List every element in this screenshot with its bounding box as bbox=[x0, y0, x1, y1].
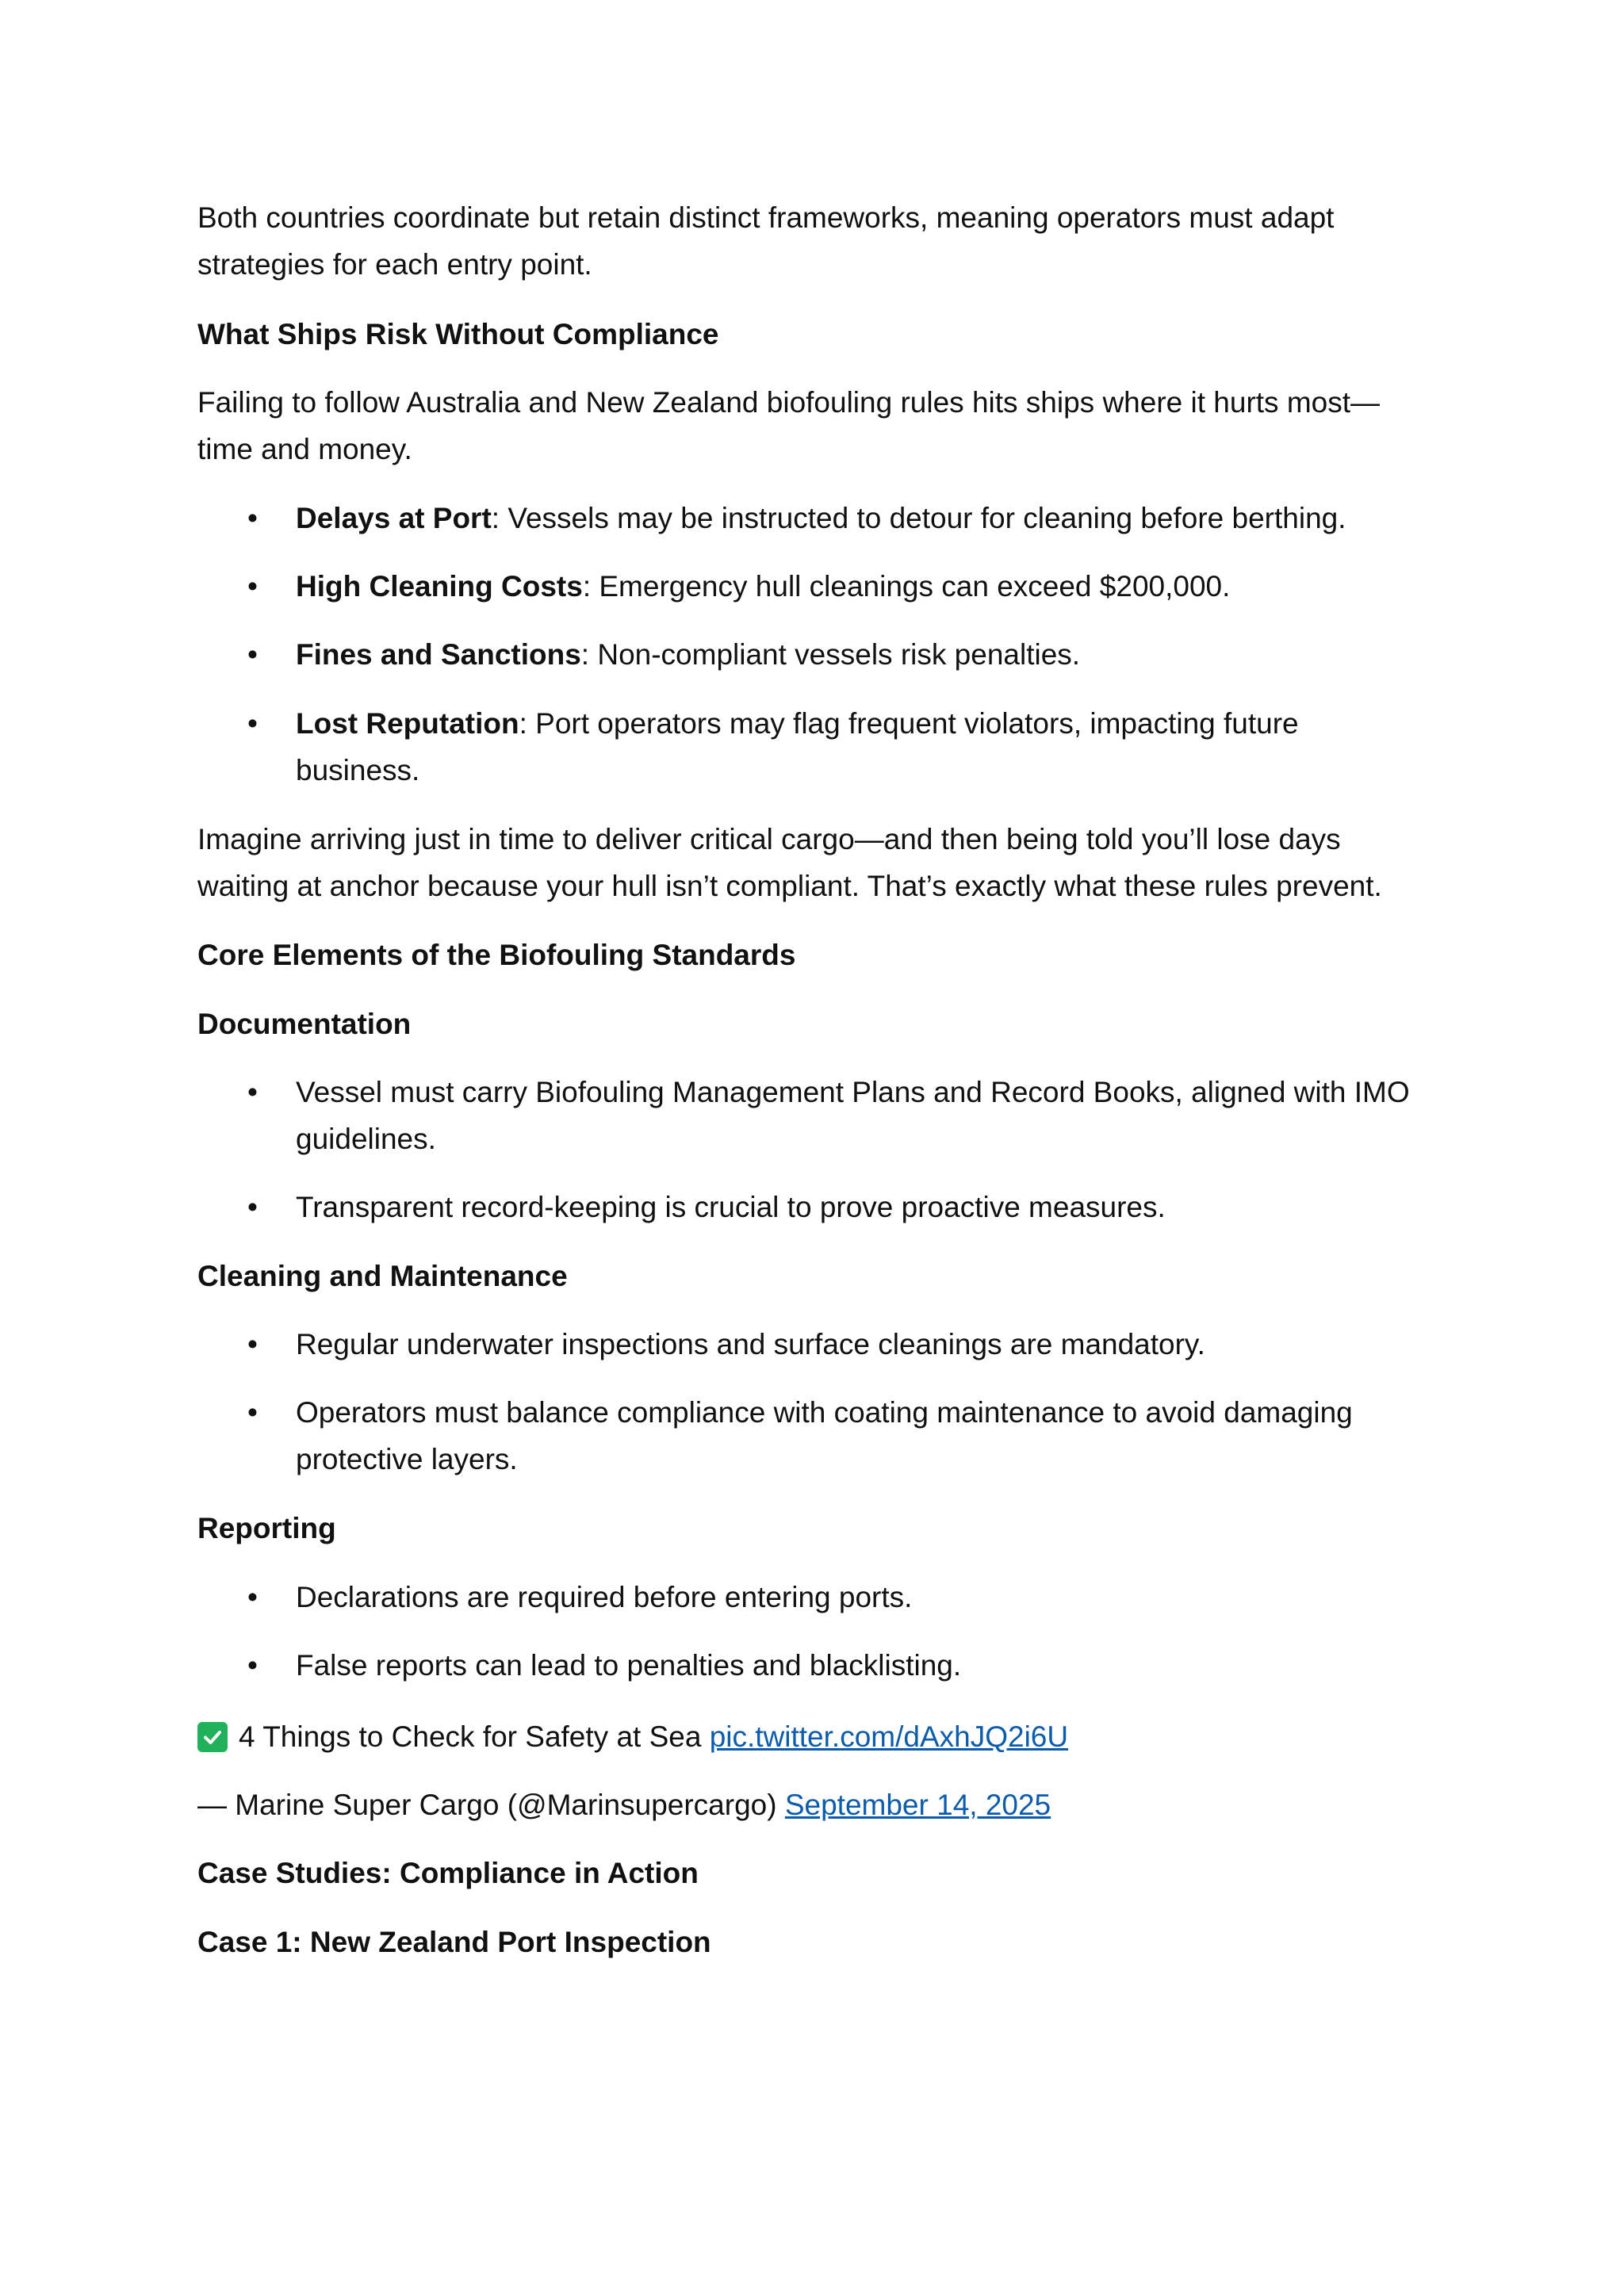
bullet-icon: • bbox=[247, 638, 258, 671]
bullet-icon: • bbox=[247, 1191, 258, 1223]
intro-paragraph: Both countries coordinate but retain distinct frameworks, meaning operators must adapt strategies for each entry point. bbox=[197, 201, 1335, 281]
list-item: Lost Reputation: Port operators may flag frequent violators, impacting future business. bbox=[296, 707, 1299, 786]
bullet-icon: • bbox=[247, 570, 258, 603]
tweet-image-link[interactable]: pic.twitter.com/dAxhJQ2i6U bbox=[709, 1720, 1069, 1753]
closing-paragraph: Imagine arriving just in time to deliver critical cargo—and then being told you’ll lose days waiting at anchor because your hull isn’t compliant. That’s exactly what these rules prevent. bbox=[197, 823, 1382, 902]
list-item: Declarations are required before entering ports. bbox=[296, 1581, 913, 1613]
case-studies-heading: Case Studies: Compliance in Action bbox=[197, 1857, 699, 1889]
risk-heading: What Ships Risk Without Compliance bbox=[197, 318, 719, 350]
list-item: Transparent record-keeping is crucial to prove proactive measures. bbox=[296, 1191, 1166, 1223]
reporting-heading: Reporting bbox=[197, 1512, 336, 1544]
tweet-attribution: — Marine Super Cargo (@Marinsupercargo) September 14, 2025 bbox=[197, 1789, 1051, 1821]
bullet-icon: • bbox=[247, 707, 258, 740]
core-heading: Core Elements of the Biofouling Standards bbox=[197, 939, 796, 971]
list-item: Regular underwater inspections and surface cleanings are mandatory. bbox=[296, 1328, 1205, 1360]
documentation-heading: Documentation bbox=[197, 1008, 412, 1040]
check-mark-button-icon bbox=[197, 1722, 228, 1752]
list-item: Operators must balance compliance with coating maintenance to avoid damaging protective layers. bbox=[296, 1396, 1353, 1475]
bullet-icon: • bbox=[247, 502, 258, 534]
list-item: Vessel must carry Biofouling Management Plans and Record Books, aligned with IMO guidelines. bbox=[296, 1076, 1410, 1155]
case1-heading: Case 1: New Zealand Port Inspection bbox=[197, 1926, 711, 1958]
tweet-line: 4 Things to Check for Safety at Sea pic.twitter.com/dAxhJQ2i6U bbox=[197, 1713, 1434, 1760]
bullet-icon: • bbox=[247, 1076, 258, 1108]
cleaning-heading: Cleaning and Maintenance bbox=[197, 1260, 568, 1292]
bullet-icon: • bbox=[247, 1396, 258, 1429]
bullet-icon: • bbox=[247, 1649, 258, 1682]
list-item: Fines and Sanctions: Non-compliant vessels risk penalties. bbox=[296, 638, 1081, 671]
list-item: Delays at Port: Vessels may be instructed to detour for cleaning before berthing. bbox=[296, 502, 1346, 534]
tweet-date-link[interactable]: September 14, 2025 bbox=[784, 1789, 1051, 1821]
bullet-icon: • bbox=[247, 1328, 258, 1360]
risk-paragraph: Failing to follow Australia and New Zealand biofouling rules hits ships where it hurts most— time and money. bbox=[197, 386, 1381, 465]
list-item: False reports can lead to penalties and blacklisting. bbox=[296, 1649, 962, 1682]
bullet-icon: • bbox=[247, 1581, 258, 1613]
list-item: High Cleaning Costs: Emergency hull cleanings can exceed $200,000. bbox=[296, 570, 1231, 603]
